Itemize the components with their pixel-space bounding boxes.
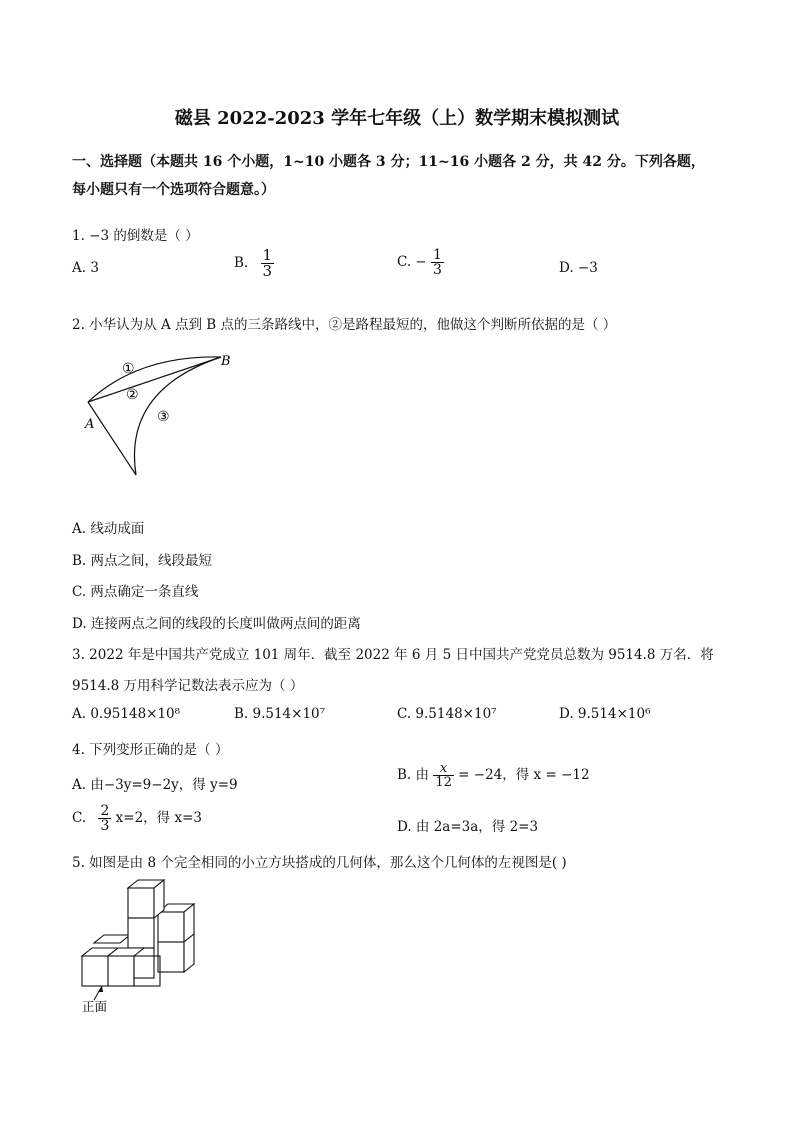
q1-option-c-denominator: 3 <box>433 262 442 278</box>
section-heading-line2: 每小题只有一个选项符合题意。） <box>72 182 275 198</box>
q4-option-a: A. 由−3y=9−2y，得 y=9 <box>72 777 238 793</box>
point-b-label: B <box>221 354 231 369</box>
section-heading-line1: 一、选择题（本题共 16 个小题，1~10 小题各 3 分；11~16 小题各 2 分，共 42 分。下列各题， <box>72 154 705 170</box>
route-3-curve <box>134 357 221 475</box>
q2-option-d: D. 连接两点之间的线段的长度叫做两点间的距离 <box>72 616 361 632</box>
q4-option-b-prefix: B. 由 <box>397 767 430 783</box>
point-a-label: A <box>85 417 95 432</box>
q4-option-b-fraction <box>433 762 454 789</box>
q1-option-c <box>397 248 444 277</box>
front-arrow-head <box>98 986 103 992</box>
q1-option-c-label: C. − <box>397 254 427 270</box>
q4-option-c-label: C. <box>72 810 87 826</box>
q1-option-b <box>234 248 274 279</box>
q4-option-c-numerator: 2 <box>100 803 110 819</box>
q3-option-b: B. 9.514×10⁷ <box>234 706 326 722</box>
q5-cube-figure <box>76 878 216 1018</box>
q1-option-b-fraction <box>261 248 275 279</box>
q4-option-b-numerator: x <box>433 762 454 776</box>
q4-option-b-denominator: 12 <box>435 775 452 790</box>
q5-stem: 5. 如图是由 8 个完全相同的小立方块搭成的几何体，那么这个几何体的左视图是( ) <box>72 855 567 871</box>
q2-option-b: B. 两点之间，线段最短 <box>72 553 213 569</box>
q4-option-c-denominator: 3 <box>100 818 110 834</box>
q1-option-d: D. −3 <box>559 260 598 276</box>
q3-option-d: D. 9.514×10⁶ <box>559 706 651 722</box>
q4-option-c <box>72 804 202 833</box>
q3-option-a: A. 0.95148×10⁸ <box>72 706 181 722</box>
q1-option-c-fraction <box>431 248 444 277</box>
q1-stem: 1. −3 的倒数是（ ） <box>72 228 199 244</box>
q1-option-b-numerator: 1 <box>262 246 273 264</box>
q1-option-b-label: B. <box>234 255 249 271</box>
q2-stem: 2. 小华认为从 A 点到 B 点的三条路线中，②是路程最短的，他做这个判断所依据的是（ ） <box>72 317 617 333</box>
q3-option-c: C. 9.5148×10⁷ <box>397 706 497 722</box>
q4-option-d: D. 由 2a=3a，得 2=3 <box>397 819 539 835</box>
q3-stem-line1: 3. 2022 年是中国共产党成立 101 周年．截至 2022 年 6 月 5 日中国共产党党员总数为 9514.8 万名．将 <box>72 647 714 663</box>
page-title: 磁县 2022-2023 学年七年级（上）数学期末模拟测试 <box>174 108 620 129</box>
route-3-left-line <box>88 402 136 475</box>
route-3-label: ③ <box>157 409 170 425</box>
q4-option-c-fraction <box>98 804 111 833</box>
route-2-line <box>88 357 221 402</box>
q2-route-figure <box>78 345 248 480</box>
route-2-label: ② <box>126 387 139 403</box>
q1-option-a: A. 3 <box>72 260 99 276</box>
q4-option-c-suffix: x=2，得 x=3 <box>115 810 202 826</box>
q4-option-b <box>397 762 590 789</box>
q1-option-c-numerator: 1 <box>433 247 442 263</box>
route-1-label: ① <box>122 361 135 377</box>
q2-option-c: C. 两点确定一条直线 <box>72 584 199 600</box>
q4-option-b-suffix: = −24，得 x = −12 <box>458 767 590 783</box>
q2-option-a: A. 线动成面 <box>72 521 145 537</box>
q4-stem: 4. 下列变形正确的是（ ） <box>72 742 229 758</box>
q1-option-b-denominator: 3 <box>262 262 273 280</box>
q3-stem-line2: 9514.8 万用科学记数法表示应为（ ） <box>72 678 304 694</box>
front-view-label: 正面 <box>82 999 108 1014</box>
